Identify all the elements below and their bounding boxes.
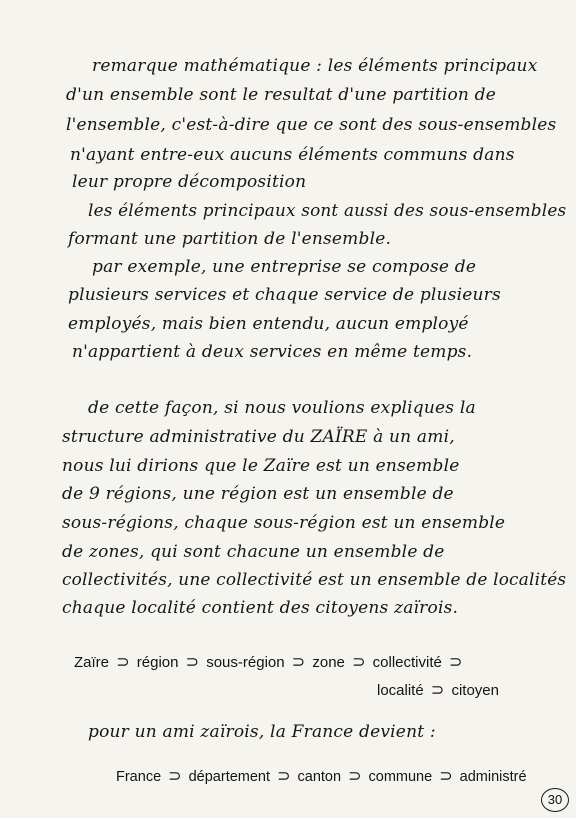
chain-term: zone xyxy=(312,654,345,671)
text-line: formant une partition de l'ensemble. xyxy=(68,229,392,249)
chain-term: sous-région xyxy=(206,654,285,671)
text-line: l'ensemble, c'est-à-dire que ce sont des sous-ensembles xyxy=(66,115,557,135)
chain-term: administré xyxy=(459,769,527,785)
text-line: structure administrative du ZAÏRE à un ami, xyxy=(62,427,455,447)
text-line: remarque mathématique : les éléments principaux xyxy=(92,56,538,76)
text-line: d'un ensemble sont le resultat d'une partition de xyxy=(66,85,497,105)
superset-symbol: ⊃ xyxy=(449,654,463,671)
text-line: de 9 régions, une région est un ensemble de xyxy=(62,484,454,504)
inclusion-chain-france xyxy=(116,766,527,786)
superset-symbol: ⊃ xyxy=(116,654,130,671)
chain-term: citoyen xyxy=(451,682,499,699)
text-line: sous-régions, chaque sous-région est un ensemble xyxy=(62,513,506,533)
superset-symbol: ⊃ xyxy=(168,768,182,785)
inclusion-chain-zaire-continued xyxy=(377,680,499,700)
text-line: leur propre décomposition xyxy=(72,172,307,192)
text-line: pour un ami zaïrois, la France devient : xyxy=(88,722,436,742)
text-line: collectivités, une collectivité est un ensemble de localités xyxy=(62,570,567,590)
chain-term: région xyxy=(136,654,179,671)
text-line: les éléments principaux sont aussi des sous-ensembles xyxy=(88,201,567,221)
text-line: de cette façon, si nous voulions expliques la xyxy=(88,398,476,418)
superset-symbol: ⊃ xyxy=(291,654,306,671)
chain-term: canton xyxy=(297,769,342,785)
superset-symbol: ⊃ xyxy=(185,654,200,671)
inclusion-chain-zaire xyxy=(74,652,465,672)
text-line: nous lui dirions que le Zaïre est un ensemble xyxy=(62,456,460,476)
text-line: plusieurs services et chaque service de plusieurs xyxy=(68,285,501,305)
chain-term: collectivité xyxy=(372,654,442,671)
text-line: par exemple, une entreprise se compose de xyxy=(92,257,477,277)
chain-term: localité xyxy=(377,682,424,699)
chain-term: France xyxy=(116,769,162,785)
superset-symbol: ⊃ xyxy=(439,768,453,785)
text-line: n'ayant entre-eux aucuns éléments communs dans xyxy=(70,145,515,165)
superset-symbol: ⊃ xyxy=(277,768,291,785)
text-line: employés, mais bien entendu, aucun employé xyxy=(68,314,469,334)
superset-symbol: ⊃ xyxy=(430,682,445,699)
text-line: de zones, qui sont chacune un ensemble de xyxy=(62,542,445,562)
chain-term: département xyxy=(188,769,271,785)
text-line: chaque localité contient des citoyens zaïrois. xyxy=(62,598,459,618)
page-number: 30 xyxy=(541,788,569,812)
chain-term: Zaïre xyxy=(74,654,110,671)
chain-term: commune xyxy=(368,769,433,785)
text-line: n'appartient à deux services en même temps. xyxy=(72,342,473,362)
superset-symbol: ⊃ xyxy=(352,654,366,671)
superset-symbol: ⊃ xyxy=(348,768,362,785)
